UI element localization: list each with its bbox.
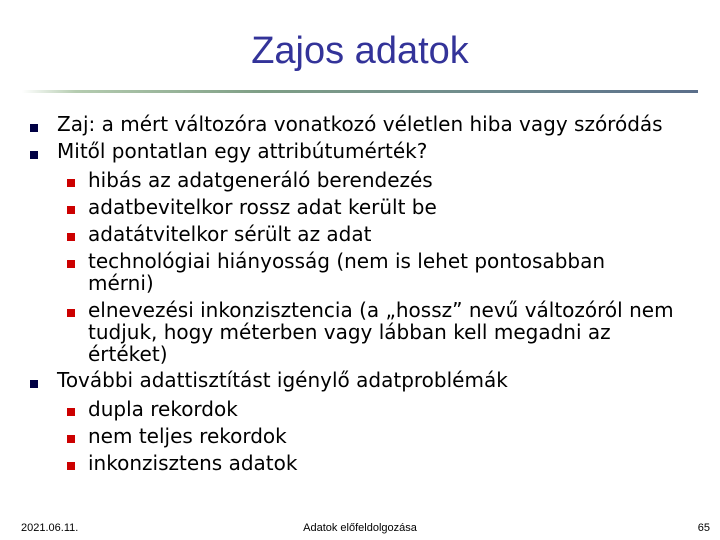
title-divider — [22, 90, 698, 93]
list-item-text: adatbevitelkor rossz adat került be — [88, 195, 437, 219]
sub-list-item — [0, 425, 720, 447]
square-bullet-icon — [67, 233, 75, 241]
sub-list-item — [0, 299, 693, 365]
list-item-text: inkonzisztens adatok — [88, 451, 298, 475]
list-item-text: dupla rekordok — [88, 397, 238, 421]
slide-title: Zajos adatok — [251, 30, 469, 72]
list-item-text: nem teljes rekordok — [88, 424, 287, 448]
square-bullet-icon — [67, 309, 75, 317]
bullet-list — [0, 111, 720, 479]
list-item-text: elnevezési inkonzisztencia (a „hossz” nevű változóról nem tudjuk, hogy méterben vagy lábban kell megadni az értéket) — [88, 298, 674, 366]
list-item-text: hibás az adatgeneráló berendezés — [88, 168, 433, 192]
square-bullet-icon — [67, 408, 75, 416]
list-item — [0, 367, 720, 394]
sub-list-item — [0, 169, 720, 191]
sub-list-item — [0, 398, 720, 420]
sub-list-item — [0, 196, 720, 218]
page-number: 65 — [697, 522, 710, 534]
list-item-text: adatátvitelkor sérült az adat — [88, 222, 372, 246]
square-bullet-icon — [67, 260, 75, 268]
sub-list-item — [0, 452, 720, 474]
square-bullet-icon — [30, 380, 38, 388]
square-bullet-icon — [67, 462, 75, 470]
footer-title: Adatok előfeldolgozása — [303, 522, 417, 534]
square-bullet-icon — [67, 206, 75, 214]
list-item-text: technológiai hiányosság (nem is lehet pontosabban mérni) — [88, 249, 606, 295]
sub-list-item — [0, 223, 720, 245]
square-bullet-icon — [30, 151, 38, 159]
square-bullet-icon — [30, 124, 38, 132]
footer-date: 2021.06.11. — [21, 522, 79, 534]
list-item-text: További adattisztítást igénylő adatproblémák — [57, 368, 508, 392]
list-item — [0, 111, 720, 138]
square-bullet-icon — [67, 435, 75, 443]
list-item-text: Zaj: a mért változóra vonatkozó véletlen hiba vagy szóródás — [57, 112, 663, 136]
list-item — [0, 138, 720, 165]
sub-list-item — [0, 250, 648, 294]
square-bullet-icon — [67, 179, 75, 187]
list-item-text: Mitől pontatlan egy attribútumérték? — [57, 139, 428, 163]
